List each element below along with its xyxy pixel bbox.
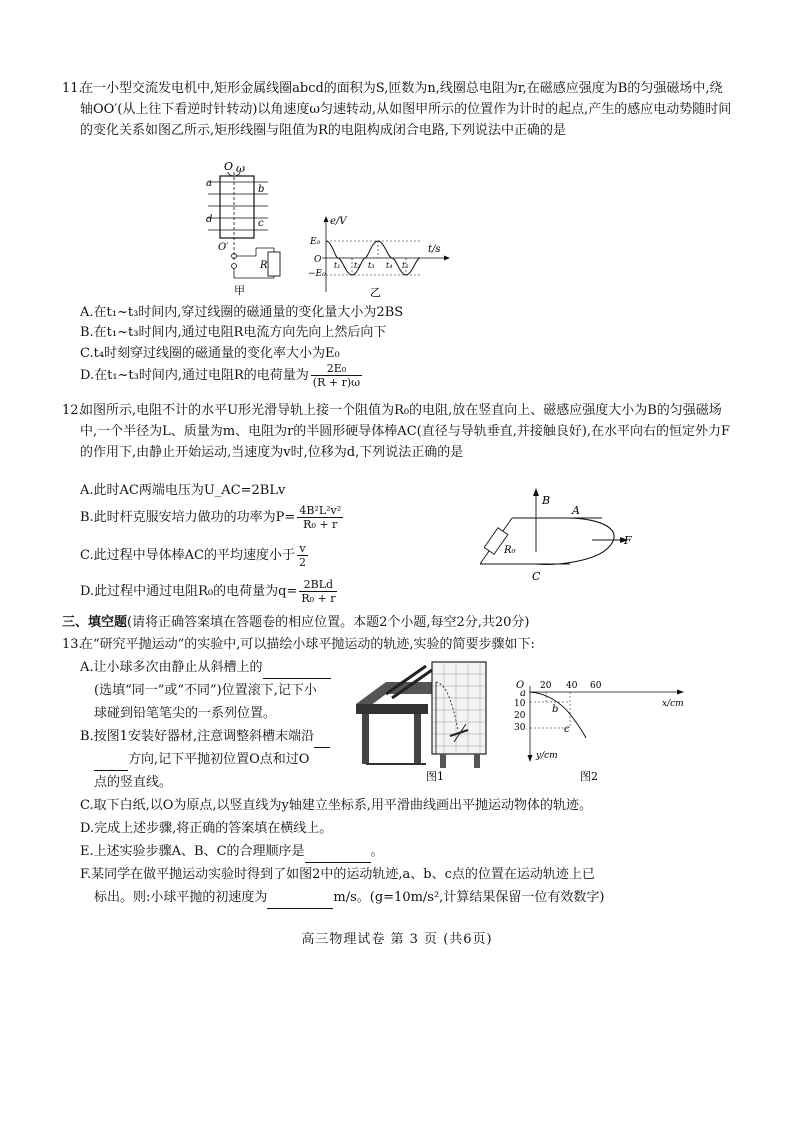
- question-stem: 在“研究平抛运动”的实验中,可以描绘小球平抛运动的轨迹,实验的简要步骤如下:: [80, 637, 535, 652]
- q13-step-a-line2: (选填“同一”或“不同”)位置滚下,记下小: [94, 683, 317, 698]
- numerator: v: [297, 542, 308, 556]
- figure-q12: [470, 482, 650, 586]
- step-a-text: A.让小球多次由静止从斜槽上的: [80, 660, 263, 675]
- denominator: R₀ + r: [301, 592, 336, 605]
- label-F: F: [624, 534, 632, 547]
- step-b-text: B.按图1安装好器材,注意调整斜槽末端沿: [80, 729, 315, 744]
- label-C: C: [532, 570, 541, 583]
- y-axis-label: y/cm: [536, 751, 558, 761]
- numerator: 2BLd: [299, 578, 337, 592]
- step-e-end: 。: [370, 844, 384, 859]
- point-a-label: a: [520, 688, 526, 699]
- q12-option-a: A.此时AC两端电压为U_AC=2BLv: [80, 483, 286, 498]
- question-number: 12.: [62, 403, 83, 418]
- y-tick-10: 10: [514, 699, 526, 709]
- figure-caption-yi: 乙: [370, 286, 381, 299]
- label-negE0: −E₀: [308, 269, 326, 279]
- figure-2-caption: 图2: [580, 770, 598, 783]
- figure-2-trajectory: [510, 676, 700, 784]
- tick-t5: t₅: [402, 261, 409, 270]
- x-tick-60: 60: [590, 681, 602, 691]
- option-d-text: D.此过程中通过电阻R₀的电荷量为q=: [80, 584, 298, 599]
- q13-step-b-line2: [94, 749, 309, 771]
- xlabel: t/s: [428, 244, 441, 255]
- q13-step-f-line1: F.某同学在做平抛运动实验时得到了如图2中的运动轨迹,a、b、c点的位置在运动轨迹上已: [80, 867, 595, 882]
- step-f-end: m/s。(g=10m/s²,计算结果保留一位有效数字): [333, 890, 605, 905]
- fraction: [297, 504, 343, 531]
- label-O: O: [224, 160, 234, 173]
- q12-option-b: [80, 504, 345, 531]
- tick-t2: t₂: [354, 261, 361, 270]
- x-tick-20: 20: [540, 681, 552, 691]
- label-A: A: [572, 504, 580, 517]
- step-e-text: E.上述实验步骤A、B、C的合理顺序是: [80, 844, 305, 859]
- step-b-text: 方向,记下平抛初位置O点和过O: [128, 752, 310, 767]
- tick-t3: t₃: [368, 261, 375, 270]
- option-d-text: D.在t₁~t₃时间内,通过电阻R的电荷量为: [80, 368, 309, 383]
- section-header: [62, 612, 530, 633]
- label-origin: O: [314, 255, 322, 265]
- label-b: b: [258, 184, 265, 195]
- origin-label: O: [516, 680, 525, 691]
- question-number: 11.: [62, 81, 83, 96]
- question-11: [62, 78, 734, 141]
- point-b-label: b: [552, 704, 559, 715]
- label-E0: E₀: [310, 237, 321, 247]
- y-tick-30: 30: [514, 723, 526, 733]
- tick-t4: t₄: [386, 261, 393, 270]
- y-tick-20: 20: [514, 711, 526, 721]
- q12-option-d: [80, 578, 339, 605]
- figure-caption-jia: 甲: [234, 284, 245, 297]
- label-B: B: [542, 494, 551, 507]
- label-a: a: [206, 178, 212, 189]
- ylabel: e/V: [330, 216, 347, 227]
- answer-blank[interactable]: [267, 887, 333, 909]
- point-c-label: c: [564, 724, 570, 735]
- question-number: 13.: [62, 637, 83, 652]
- option-b-text: B.此时杆克服安培力做功的功率为P=: [80, 510, 296, 525]
- label-Oprime: O′: [218, 242, 229, 253]
- section-note: (请将正确答案填在答题卷的相应位置。本题2个小题,每空2分,共20分): [127, 615, 530, 630]
- page-footer: 高三物理试卷 第 3 页 (共6页): [301, 932, 493, 947]
- fraction: [297, 542, 308, 569]
- label-d: d: [206, 214, 213, 225]
- label-R: R: [260, 260, 268, 271]
- answer-blank[interactable]: [94, 749, 128, 771]
- q13-step-a-line3: 球碰到铅笔笔尖的一系列位置。: [94, 706, 277, 721]
- fraction: [311, 362, 362, 389]
- q13-step-b-line3: 点的竖直线。: [94, 775, 173, 790]
- tick-t1: t₁: [334, 261, 341, 270]
- label-R0: R₀: [504, 545, 516, 556]
- q13-step-f-line2: [94, 887, 604, 909]
- step-f-text: 标出。则:小球平抛的初速度为: [94, 890, 268, 905]
- answer-blank[interactable]: [263, 657, 331, 679]
- denominator: 2: [298, 556, 306, 569]
- question-12: [62, 400, 734, 463]
- q13-step-d: D.完成上述步骤,将正确的答案填在横线上。: [80, 821, 333, 836]
- numerator: 4B²L²v²: [299, 504, 342, 517]
- q13-step-e: [80, 841, 384, 863]
- answer-blank[interactable]: [305, 841, 371, 863]
- q11-option-d: [80, 362, 364, 389]
- question-13: [62, 634, 734, 655]
- q11-option-b: B.在t₁~t₃时间内,通过电阻R电流方向先向上然后向下: [80, 325, 387, 340]
- question-stem: 如图所示,电阻不计的水平U形光滑导轨上接一个阻值为R₀的电阻,放在竖直向上、磁感应强度大小为B的匀强磁场中,一个半径为L、质量为m、电阻为r的半圆形硬导体棒AC(直径与导轨垂直,并接触良好),在水平向右的恒定外力F的作用下,由静止开始运动,当速度为v时,位移为d,下列说法正确的是: [80, 403, 731, 460]
- figure-1-apparatus: [356, 660, 496, 784]
- q13-step-c: C.取下白纸,以O为原点,以竖直线为y轴建立坐标系,用平滑曲线画出平抛运动物体的轨迹。: [80, 798, 593, 813]
- question-stem: 在一小型交流发电机中,矩形金属线圈abcd的面积为S,匝数为n,线圈总电阻为r,在磁感应强度为B的匀强磁场中,绕轴OO′(从上往下看逆时针转动)以角速度ω匀速转动,从如图甲所示的位置作为计时的起点,产生的感应电动势随时间的变化关系如图乙所示,矩形线圈与阻值为R的电阻构成闭合电路,下列说法中正确的是: [80, 81, 732, 138]
- q11-option-a: A.在t₁~t₃时间内,穿过线圈的磁通量的变化量大小为2BS: [80, 305, 404, 320]
- section-title: 三、填空题: [62, 615, 128, 630]
- fraction: [299, 578, 337, 605]
- figure-jia: [196, 160, 296, 300]
- answer-blank[interactable]: [314, 726, 330, 748]
- q13-step-a-line1: [80, 657, 331, 679]
- x-axis-label: x/cm: [662, 699, 684, 709]
- label-c: c: [258, 218, 264, 229]
- denominator: (R + r)ω: [312, 376, 361, 389]
- q11-option-c: C.t₄时刻穿过线圈的磁通量的变化率大小为E₀: [80, 346, 340, 361]
- figure-1-caption: 图1: [426, 770, 444, 783]
- x-tick-40: 40: [566, 681, 578, 691]
- option-c-text: C.此过程中导体棒AC的平均速度小于: [80, 548, 295, 563]
- q12-option-c: [80, 542, 310, 569]
- figure-yi: [308, 212, 458, 300]
- q13-step-b-line1: [80, 726, 330, 748]
- denominator: R₀ + r: [303, 518, 338, 531]
- numerator: 2E₀: [311, 362, 362, 376]
- label-omega: ω: [236, 162, 245, 175]
